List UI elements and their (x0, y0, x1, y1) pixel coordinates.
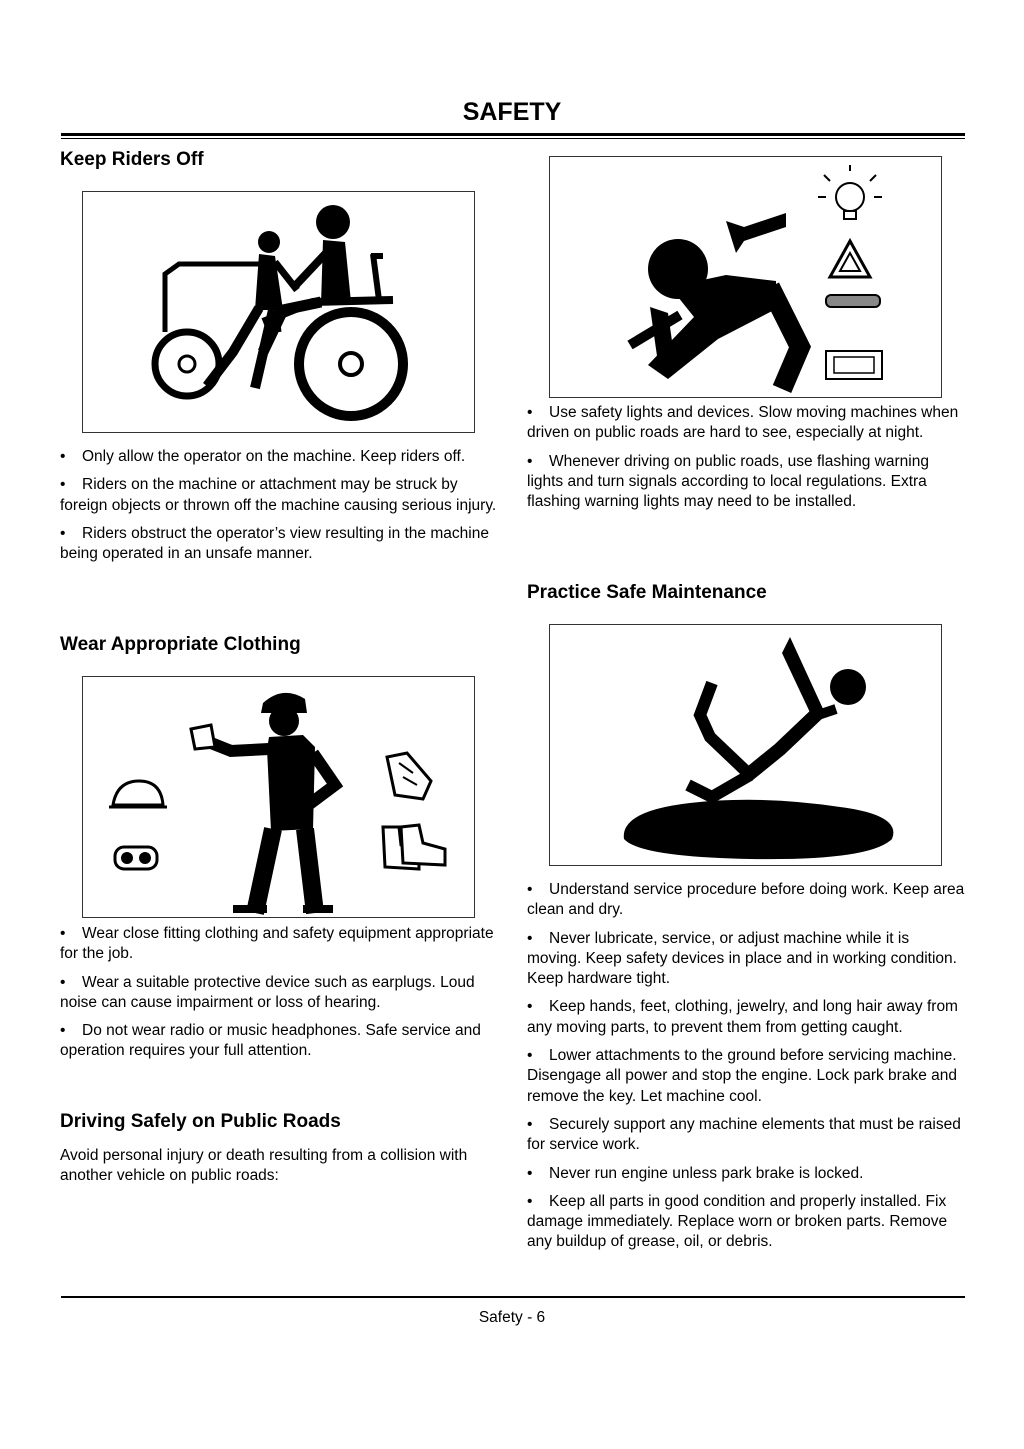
maintenance-bullets (527, 880, 967, 1261)
bullet-text: Lower attachments to the ground before servicing machine. Disengage all power and stop the engine. Lock park brake and remove the key. Let machine cool. (527, 1047, 957, 1105)
bullet-text: Never lubricate, service, or adjust machine while it is moving. Keep safety devices in place and in working condition. Keep hardware tight. (527, 929, 957, 988)
header-rule-thin (61, 138, 965, 139)
road-safety-illustration (549, 156, 942, 398)
footer-rule (61, 1296, 965, 1298)
bullet-text: Wear close fitting clothing and safety equipment appropriate for the job. (60, 925, 494, 963)
bullet-text: Keep all parts in good condition and properly installed. Fix damage immediately. Replace worn or broken parts. Remove any buildup of grease, oil, or debris. (527, 1192, 948, 1251)
bullet-text: Understand service procedure before doing work. Keep area clean and dry. (527, 881, 965, 919)
list-item (527, 1115, 967, 1156)
list-item (527, 452, 967, 513)
list-item (527, 403, 967, 444)
header-rule (61, 133, 965, 136)
roads-heading: Driving Safely on Public Roads (60, 1111, 341, 1132)
list-item (60, 524, 500, 565)
roads-intro: Avoid personal injury or death resulting from a collision with another vehicle on public roads: (60, 1147, 468, 1185)
page-title: SAFETY (462, 98, 562, 126)
roads-bullets (527, 403, 967, 520)
bullet-text: Riders obstruct the operator’s view resulting in the machine being operated in an unsafe manner. (60, 524, 489, 563)
bullet-glyph: • (60, 973, 66, 991)
bullet-glyph: • (527, 881, 533, 898)
bullet-glyph: • (527, 929, 533, 947)
clothing-bullets (60, 924, 500, 1070)
bullet-text: Keep hands, feet, clothing, jewelry, and long hair away from any moving parts, to prevent them from getting caught. (527, 998, 958, 1036)
bullet-text: Only allow the operator on the machine. Keep riders off. (82, 448, 466, 465)
bullet-glyph: • (60, 448, 66, 465)
bullet-glyph: • (60, 925, 66, 942)
list-item (527, 929, 967, 990)
bullet-text: Securely support any machine elements that must be raised for service work. (527, 1115, 961, 1154)
bullet-text: Do not wear radio or music headphones. Safe service and operation requires your full attention. (60, 1022, 481, 1060)
list-item (527, 1192, 967, 1253)
keep-riders-heading: Keep Riders Off (60, 149, 204, 170)
bullet-text: Never run engine unless park brake is locked. (549, 1164, 864, 1182)
list-item (527, 1164, 967, 1184)
bullet-glyph: • (60, 524, 66, 542)
list-item (60, 1021, 500, 1062)
bullet-glyph: • (527, 404, 533, 421)
riders-illustration (82, 191, 475, 433)
bullet-glyph: • (527, 1192, 533, 1210)
bullet-glyph: • (527, 1164, 533, 1182)
list-item (60, 973, 500, 1014)
maintenance-illustration (549, 624, 942, 866)
list-item (60, 475, 500, 516)
bullet-glyph: • (527, 998, 533, 1016)
clothing-illustration (82, 676, 475, 918)
bullet-glyph: • (60, 1022, 66, 1040)
bullet-text: Wear a suitable protective device such as earplugs. Loud noise can cause impairment or loss of hearing. (60, 973, 475, 1011)
list-item (527, 997, 967, 1038)
list-item (60, 447, 500, 467)
bullet-glyph: • (60, 476, 66, 494)
bullet-text: Riders on the machine or attachment may be struck by foreign objects or thrown off the machine causing serious injury. (60, 476, 497, 514)
list-item (527, 880, 967, 921)
page-number: Safety - 6 (478, 1309, 546, 1326)
bullet-text: Use safety lights and devices. Slow moving machines when driven on public roads are hard to see, especially at night. (527, 404, 959, 442)
bullet-glyph: • (527, 1047, 533, 1065)
clothing-heading: Wear Appropriate Clothing (60, 634, 301, 655)
keep-riders-bullets (60, 447, 500, 572)
list-item (60, 924, 500, 965)
bullet-text: Whenever driving on public roads, use flashing warning lights and turn signals according to local regulations. Extra flashing warning lights may need to be installed. (527, 452, 929, 511)
bullet-glyph: • (527, 452, 533, 470)
maintenance-heading: Practice Safe Maintenance (527, 582, 767, 603)
list-item (527, 1046, 967, 1107)
bullet-glyph: • (527, 1115, 533, 1133)
